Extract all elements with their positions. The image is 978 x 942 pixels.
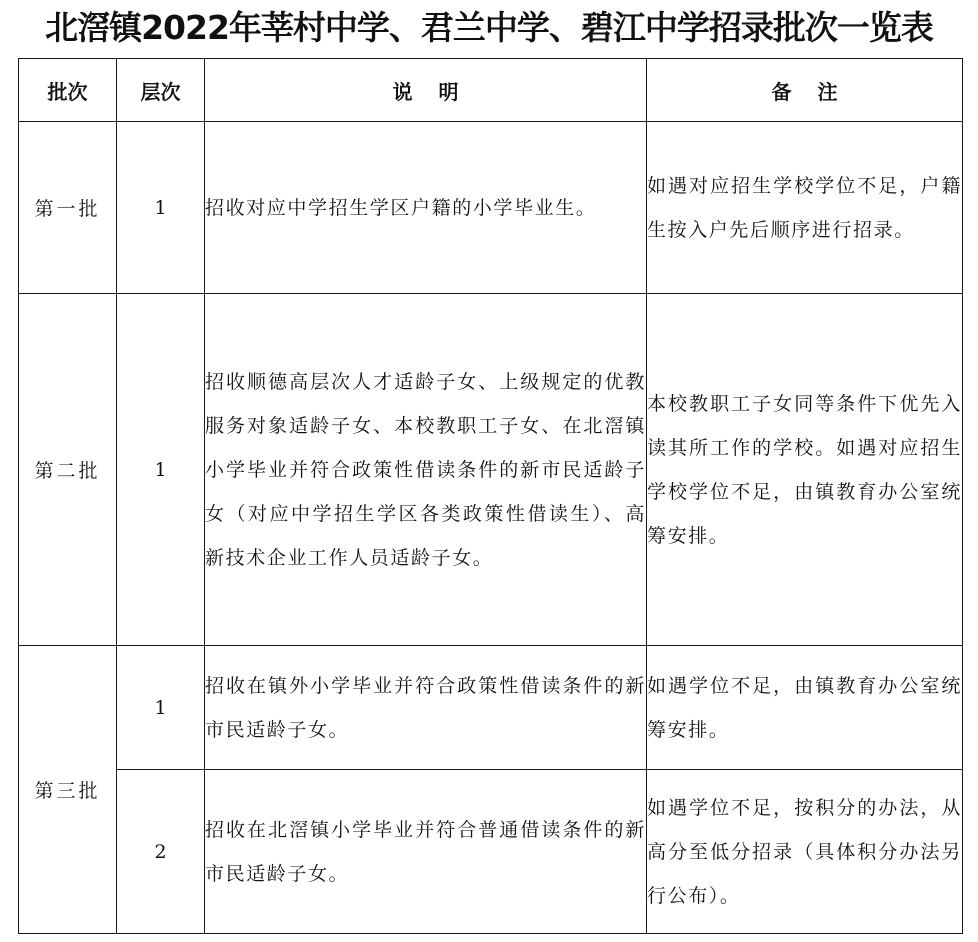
table-row [19, 294, 963, 646]
batch-cell: 第三批 [19, 646, 117, 934]
level-cell: 1 [117, 122, 205, 294]
description-cell: 招收顺德高层次人才适龄子女、上级规定的优教服务对象适龄子女、本校教职工子女、在北滘镇小学毕业并符合政策性借读条件的新市民适龄子女（对应中学招生学区各类政策性借读生）、高新技术企业工作人员适龄子女。 [205, 294, 647, 646]
description-cell: 招收在镇外小学毕业并符合政策性借读条件的新市民适龄子女。 [205, 646, 647, 770]
table-header-row [19, 59, 963, 122]
header-description: 说明 [205, 59, 647, 122]
remarks-cell: 本校教职工子女同等条件下优先入读其所工作的学校。如遇对应招生学校学位不足，由镇教育办公室统筹安排。 [647, 294, 963, 646]
level-cell: 2 [117, 770, 205, 934]
batch-cell: 第一批 [19, 122, 117, 294]
remarks-cell: 如遇学位不足，由镇教育办公室统筹安排。 [647, 646, 963, 770]
admission-batch-table [18, 58, 963, 934]
remarks-cell: 如遇对应招生学校学位不足，户籍生按入户先后顺序进行招录。 [647, 122, 963, 294]
description-cell: 招收在北滘镇小学毕业并符合普通借读条件的新市民适龄子女。 [205, 770, 647, 934]
description-cell: 招收对应中学招生学区户籍的小学毕业生。 [205, 122, 647, 294]
header-batch: 批次 [19, 59, 117, 122]
header-remarks: 备注 [647, 59, 963, 122]
table-row [19, 770, 963, 934]
batch-cell: 第二批 [19, 294, 117, 646]
level-cell: 1 [117, 646, 205, 770]
remarks-cell: 如遇学位不足，按积分的办法，从高分至低分招录（具体积分办法另行公布）。 [647, 770, 963, 934]
table-row [19, 646, 963, 770]
table-row [19, 122, 963, 294]
document-title: 北滘镇2022年莘村中学、君兰中学、碧江中学招录批次一览表 [45, 8, 933, 47]
level-cell: 1 [117, 294, 205, 646]
header-level: 层次 [117, 59, 205, 122]
